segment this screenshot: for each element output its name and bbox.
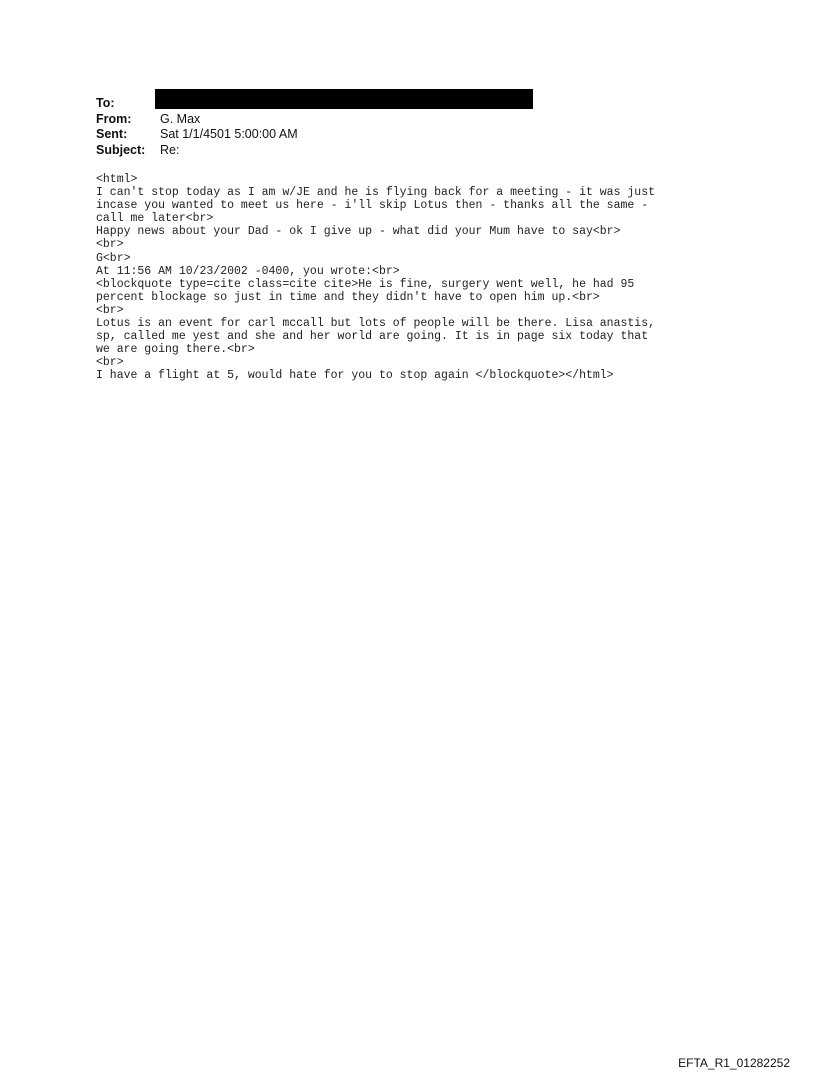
body-line: I can't stop today as I am w/JE and he is flying back for a meeting - it was just: [96, 186, 655, 200]
body-line: <br>: [96, 238, 124, 252]
body-line: incase you wanted to meet us here - i'll skip Lotus then - thanks all the same -: [96, 199, 649, 213]
body-line: At 11:56 AM 10/23/2002 -0400, you wrote:<br>: [96, 264, 400, 278]
document-id: EFTA_R1_01282252: [678, 1056, 790, 1070]
sent-value: Sat 1/1/4501 5:00:00 AM: [160, 127, 298, 141]
sent-label: Sent:: [96, 127, 128, 141]
sent-row: [96, 127, 298, 143]
body-line: <br>: [96, 303, 124, 317]
body-line: I have a flight at 5, would hate for you to stop again </blockquote></html>: [96, 369, 614, 383]
body-line: Happy news about your Dad - ok I give up - what did your Mum have to say<br>: [96, 225, 621, 239]
body-line: we are going there.<br>: [96, 343, 255, 357]
body-line: sp, called me yest and she and her world are going. It is in page six today that: [96, 330, 649, 344]
body-line: <br>: [96, 356, 124, 370]
body-line: Lotus is an event for carl mccall but lots of people will be there. Lisa anastis,: [96, 317, 655, 331]
subject-value: Re:: [160, 142, 180, 157]
to-label: To:: [96, 96, 115, 110]
body-line: percent blockage so just in time and they didn't have to open him up.<br>: [96, 290, 600, 304]
email-body: [96, 173, 655, 383]
from-label: From:: [96, 111, 132, 126]
from-row: [96, 112, 298, 128]
body-line: <html>: [96, 173, 138, 186]
subject-row: [96, 143, 298, 159]
from-value: G. Max: [160, 111, 201, 126]
body-line: G<br>: [96, 251, 131, 265]
body-line: <blockquote type=cite class=cite cite>He is fine, surgery went well, he had 95: [96, 277, 635, 291]
redaction-bar: [155, 89, 533, 109]
body-line: call me later<br>: [96, 212, 214, 226]
subject-label: Subject:: [96, 142, 146, 157]
